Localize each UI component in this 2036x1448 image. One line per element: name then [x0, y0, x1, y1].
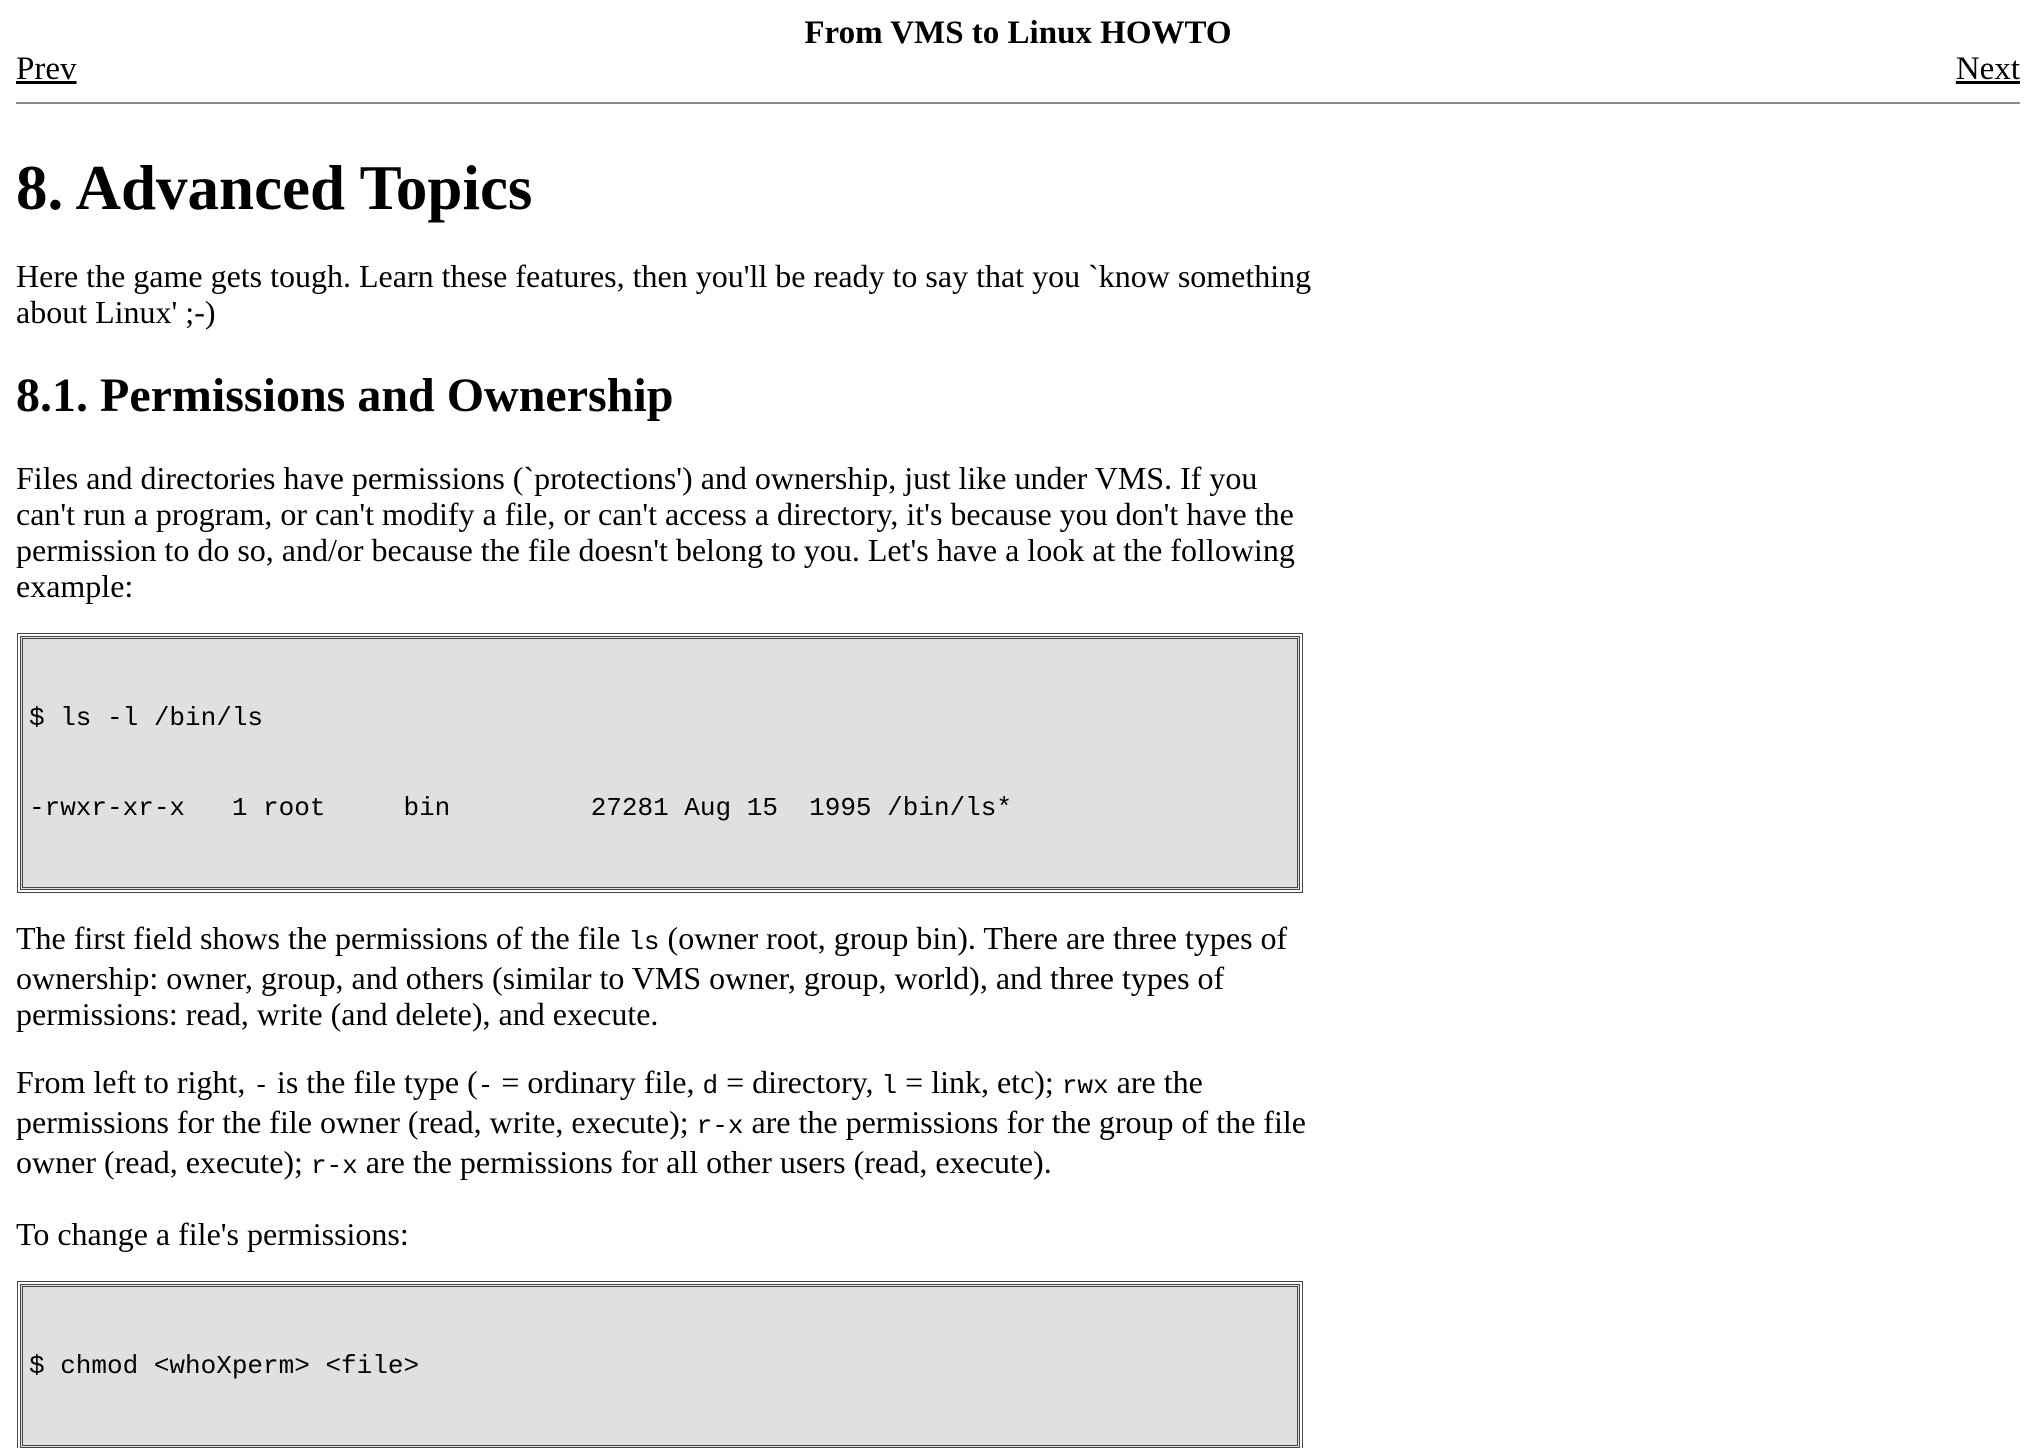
chapter-intro: Here the game gets tough. Learn these features, then you'll be ready to say that you `know something about Linux' ;-): [16, 258, 1312, 330]
inline-code: rwx: [1061, 1071, 1109, 1101]
inline-code: -: [477, 1071, 494, 1101]
text-span: = ordinary file,: [493, 1064, 703, 1100]
file-type-paragraph: [16, 1064, 1316, 1184]
header-divider: [16, 102, 2020, 104]
fields-paragraph: [16, 920, 1316, 1032]
chmod-intro: To change a file's permissions:: [16, 1216, 409, 1252]
text-span: (owner root, group bin). There are three types of ownership: owner, group, and others (similar to VMS owner, group, world), and three types of permissions: read, write (and delete), and execute.: [16, 920, 1288, 1032]
chapter-title: 8. Advanced Topics: [16, 153, 533, 223]
code-block-ls: [20, 636, 1300, 890]
inline-code: l: [881, 1071, 898, 1101]
text-span: are the permissions for all other users (read, execute).: [357, 1144, 1052, 1180]
code-block-chmod: [20, 1284, 1300, 1448]
text-span: are the permissions for the group of the file owner (read, execute);: [16, 1104, 1306, 1180]
permissions-paragraph: Files and directories have permissions (`protections') and ownership, just like under VMS. If you can't run a program, or can't modify a file, or can't access a directory, it's because you don't have the permission to do so, and/or because the file doesn't belong to you. Let's have a look at the following example:: [16, 460, 1295, 604]
navigation-bar: [16, 48, 2020, 90]
code-line: -rwxr-xr-x 1 root bin 27281 Aug 15 1995 /bin/ls*: [29, 793, 1012, 823]
inline-code: r-x: [310, 1151, 358, 1181]
inline-code: r-x: [696, 1111, 744, 1141]
inline-code: d: [702, 1071, 719, 1101]
text-span: = link, etc);: [897, 1064, 1062, 1100]
text-span: = directory,: [718, 1064, 882, 1100]
main-content: [16, 140, 1316, 1448]
code-line: $ ls -l /bin/ls: [29, 703, 264, 733]
text-span: From left to right,: [16, 1064, 254, 1100]
inline-code: ls: [628, 927, 660, 957]
next-link[interactable]: Next: [1955, 51, 2020, 87]
text-span: are the permissions for the file owner (read, write, execute);: [16, 1064, 1203, 1140]
section-title: 8.1. Permissions and Ownership: [16, 369, 674, 422]
text-span: is the file type (: [268, 1064, 478, 1100]
text-span: The first field shows the permissions of the file: [16, 920, 629, 956]
code-line: $ chmod <whoXperm> <file>: [29, 1351, 420, 1381]
prev-link[interactable]: Prev: [16, 51, 77, 87]
document-title: From VMS to Linux HOWTO: [804, 15, 1232, 51]
inline-code: -: [253, 1071, 269, 1101]
